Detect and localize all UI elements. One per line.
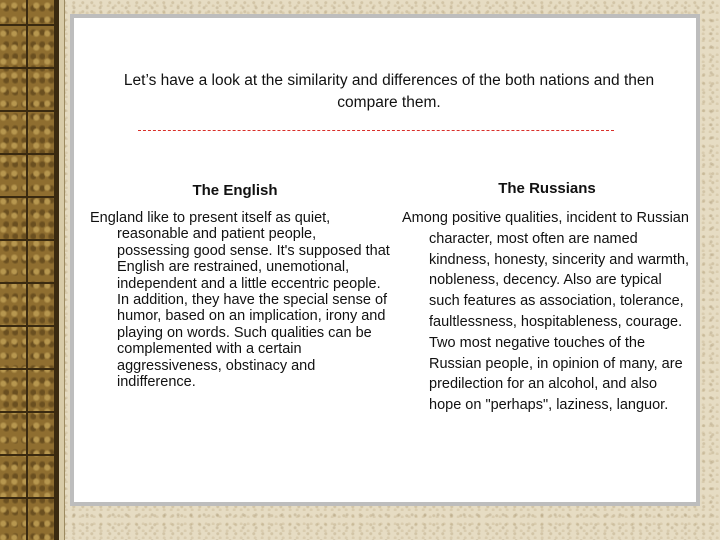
english-column <box>90 180 390 390</box>
english-heading: The English <box>192 182 278 199</box>
english-description: England like to present itself as quiet, reasonable and patient people, possessing good sense. It's supposed that English are restrained, unemotional, independent and a little eccentric people. In addition, they have the special sense of humor, based on an implication, irony and playing on words. Such qualities can be complemented with a certain aggressiveness, obstinacy and indifference. <box>90 210 390 391</box>
decorative-side-strip <box>0 0 59 540</box>
russians-heading: The Russians <box>498 180 596 197</box>
decorative-strip-edge <box>59 0 65 540</box>
dashed-divider <box>138 130 614 131</box>
slide-content-card <box>70 14 700 506</box>
russians-column <box>402 178 692 416</box>
russians-description: Among positive qualities, incident to Russian character, most often are named kindness, honesty, sincerity and warmth, nobleness, decency. Also are typical such features as association, tolerance, faultlessness, hospitableness, courage. Two most negative touches of the Russian people, in opinion of many, are predilection for an alcohol, and also hope on "perhaps", laziness, languor. <box>402 210 690 414</box>
slide-intro-text: Let’s have a look at the similarity and differences of the both nations and then compare them. <box>123 72 655 111</box>
